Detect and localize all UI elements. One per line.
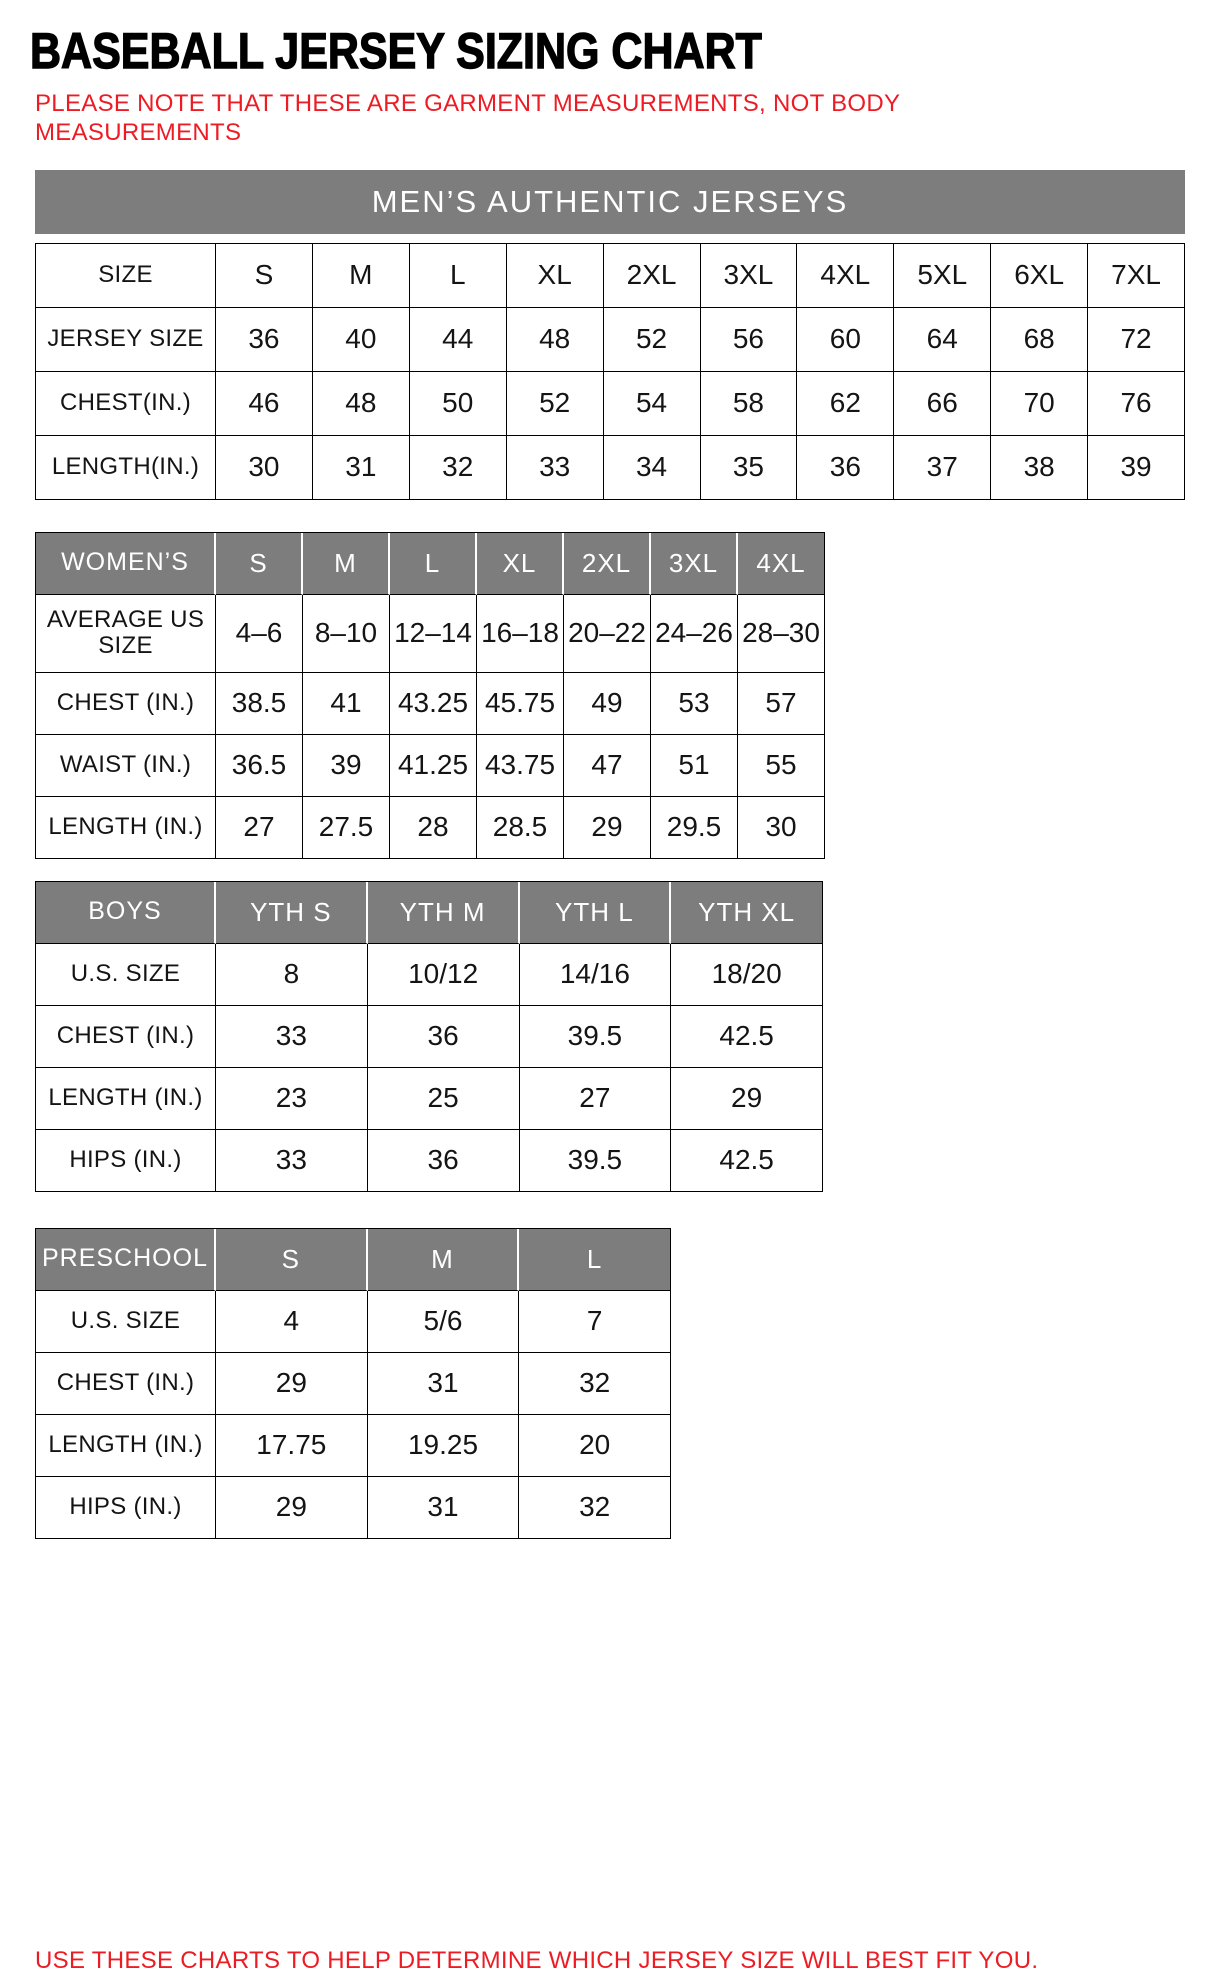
value-cell: 31 (368, 1477, 520, 1539)
value-cell: 14/16 (520, 944, 672, 1006)
value-cell: 41.25 (390, 735, 477, 797)
value-cell: 7 (519, 1291, 671, 1353)
value-cell: 12–14 (390, 595, 477, 673)
value-cell: 17.75 (216, 1415, 368, 1477)
womens-section (35, 532, 1220, 859)
page-title: BASEBALL JERSEY SIZING CHART (30, 23, 762, 79)
row-label: CHEST (IN.) (36, 673, 216, 735)
value-cell: 33 (216, 1130, 368, 1192)
value-cell: 3XL (701, 244, 798, 308)
value-cell: 30 (738, 797, 825, 859)
value-cell: 34 (604, 436, 701, 500)
value-cell: 57 (738, 673, 825, 735)
row-label: CHEST (IN.) (36, 1006, 216, 1068)
value-cell: 32 (410, 436, 507, 500)
value-cell: 60 (797, 308, 894, 372)
value-cell: 37 (894, 436, 991, 500)
value-cell: 39.5 (520, 1006, 672, 1068)
value-cell: 4XL (797, 244, 894, 308)
header-cell: S (216, 1229, 368, 1291)
row-label: WAIST (IN.) (36, 735, 216, 797)
header-cell: XL (477, 533, 564, 595)
value-cell: 29 (216, 1477, 368, 1539)
value-cell: 43.25 (390, 673, 477, 735)
header-cell: L (390, 533, 477, 595)
value-cell: 49 (564, 673, 651, 735)
row-label: AVERAGE US SIZE (36, 595, 216, 673)
value-cell: 18/20 (671, 944, 823, 1006)
value-cell: 33 (507, 436, 604, 500)
value-cell: 20 (519, 1415, 671, 1477)
value-cell: 28 (390, 797, 477, 859)
value-cell: 31 (368, 1353, 520, 1415)
value-cell: 27 (520, 1068, 672, 1130)
value-cell: 19.25 (368, 1415, 520, 1477)
value-cell: 38 (991, 436, 1088, 500)
row-label: CHEST (IN.) (36, 1353, 216, 1415)
value-cell: 36 (797, 436, 894, 500)
measurement-note: PLEASE NOTE THAT THESE ARE GARMENT MEASUREMENTS, NOT BODY MEASUREMENTS (35, 90, 900, 146)
footer-text: USE THESE CHARTS TO HELP DETERMINE WHICH JERSEY SIZE WILL BEST FIT YOU. (35, 1946, 1039, 1974)
value-cell: 76 (1088, 372, 1185, 436)
row-label: LENGTH (IN.) (36, 1415, 216, 1477)
header-cell: YTH XL (671, 882, 823, 944)
row-label: HIPS (IN.) (36, 1130, 216, 1192)
value-cell: 68 (991, 308, 1088, 372)
value-cell: 56 (701, 308, 798, 372)
value-cell: 10/12 (368, 944, 520, 1006)
header-cell: 2XL (564, 533, 651, 595)
header-cell: 3XL (651, 533, 738, 595)
value-cell: 8 (216, 944, 368, 1006)
value-cell: 62 (797, 372, 894, 436)
value-cell: XL (507, 244, 604, 308)
value-cell: 72 (1088, 308, 1185, 372)
value-cell: 24–26 (651, 595, 738, 673)
value-cell: 29 (564, 797, 651, 859)
value-cell: 64 (894, 308, 991, 372)
value-cell: 36 (368, 1130, 520, 1192)
value-cell: 25 (368, 1068, 520, 1130)
value-cell: 36 (368, 1006, 520, 1068)
header-cell: L (519, 1229, 671, 1291)
value-cell: 29 (216, 1353, 368, 1415)
value-cell: 27 (216, 797, 303, 859)
value-cell: 28.5 (477, 797, 564, 859)
boys-section (35, 881, 1220, 1192)
value-cell: 42.5 (671, 1006, 823, 1068)
header-label: BOYS (36, 882, 216, 944)
value-cell: 36.5 (216, 735, 303, 797)
value-cell: 8–10 (303, 595, 390, 673)
preschool-section (35, 1228, 1220, 1539)
mens-table (35, 243, 1185, 500)
value-cell: 46 (216, 372, 313, 436)
value-cell: 32 (519, 1353, 671, 1415)
womens-table (35, 532, 825, 859)
value-cell: M (313, 244, 410, 308)
value-cell: 35 (701, 436, 798, 500)
value-cell: 33 (216, 1006, 368, 1068)
value-cell: 31 (313, 436, 410, 500)
header-label: WOMEN’S (36, 533, 216, 595)
value-cell: 48 (507, 308, 604, 372)
value-cell: 27.5 (303, 797, 390, 859)
value-cell: 20–22 (564, 595, 651, 673)
value-cell: 52 (507, 372, 604, 436)
value-cell: 45.75 (477, 673, 564, 735)
value-cell: 39 (303, 735, 390, 797)
header-label: PRESCHOOL (36, 1229, 216, 1291)
value-cell: 16–18 (477, 595, 564, 673)
value-cell: 40 (313, 308, 410, 372)
value-cell: 4 (216, 1291, 368, 1353)
value-cell: 44 (410, 308, 507, 372)
preschool-table (35, 1228, 671, 1539)
value-cell: L (410, 244, 507, 308)
header-cell: YTH S (216, 882, 368, 944)
header-cell: M (303, 533, 390, 595)
header-cell: M (368, 1229, 520, 1291)
value-cell: 39.5 (520, 1130, 672, 1192)
header-cell: 4XL (738, 533, 825, 595)
value-cell: 50 (410, 372, 507, 436)
value-cell: 4–6 (216, 595, 303, 673)
value-cell: 38.5 (216, 673, 303, 735)
value-cell: 7XL (1088, 244, 1185, 308)
header-cell: YTH M (368, 882, 520, 944)
value-cell: 29.5 (651, 797, 738, 859)
value-cell: 32 (519, 1477, 671, 1539)
value-cell: 23 (216, 1068, 368, 1130)
value-cell: 58 (701, 372, 798, 436)
value-cell: 5/6 (368, 1291, 520, 1353)
row-label: SIZE (36, 244, 216, 308)
value-cell: 5XL (894, 244, 991, 308)
row-label: LENGTH(IN.) (36, 436, 216, 500)
value-cell: 29 (671, 1068, 823, 1130)
value-cell: 30 (216, 436, 313, 500)
value-cell: S (216, 244, 313, 308)
value-cell: 42.5 (671, 1130, 823, 1192)
value-cell: 51 (651, 735, 738, 797)
value-cell: 41 (303, 673, 390, 735)
value-cell: 6XL (991, 244, 1088, 308)
row-label: LENGTH (IN.) (36, 797, 216, 859)
value-cell: 48 (313, 372, 410, 436)
value-cell: 66 (894, 372, 991, 436)
value-cell: 36 (216, 308, 313, 372)
row-label: CHEST(IN.) (36, 372, 216, 436)
row-label: U.S. SIZE (36, 944, 216, 1006)
header-cell: YTH L (520, 882, 672, 944)
mens-table-banner: MEN’S AUTHENTIC JERSEYS (35, 170, 1185, 234)
row-label: LENGTH (IN.) (36, 1068, 216, 1130)
value-cell: 43.75 (477, 735, 564, 797)
row-label: JERSEY SIZE (36, 308, 216, 372)
row-label: U.S. SIZE (36, 1291, 216, 1353)
value-cell: 47 (564, 735, 651, 797)
boys-table (35, 881, 823, 1192)
value-cell: 53 (651, 673, 738, 735)
value-cell: 55 (738, 735, 825, 797)
value-cell: 39 (1088, 436, 1185, 500)
value-cell: 28–30 (738, 595, 825, 673)
value-cell: 54 (604, 372, 701, 436)
mens-section (35, 170, 1220, 500)
value-cell: 2XL (604, 244, 701, 308)
value-cell: 70 (991, 372, 1088, 436)
header-cell: S (216, 533, 303, 595)
value-cell: 52 (604, 308, 701, 372)
row-label: HIPS (IN.) (36, 1477, 216, 1539)
